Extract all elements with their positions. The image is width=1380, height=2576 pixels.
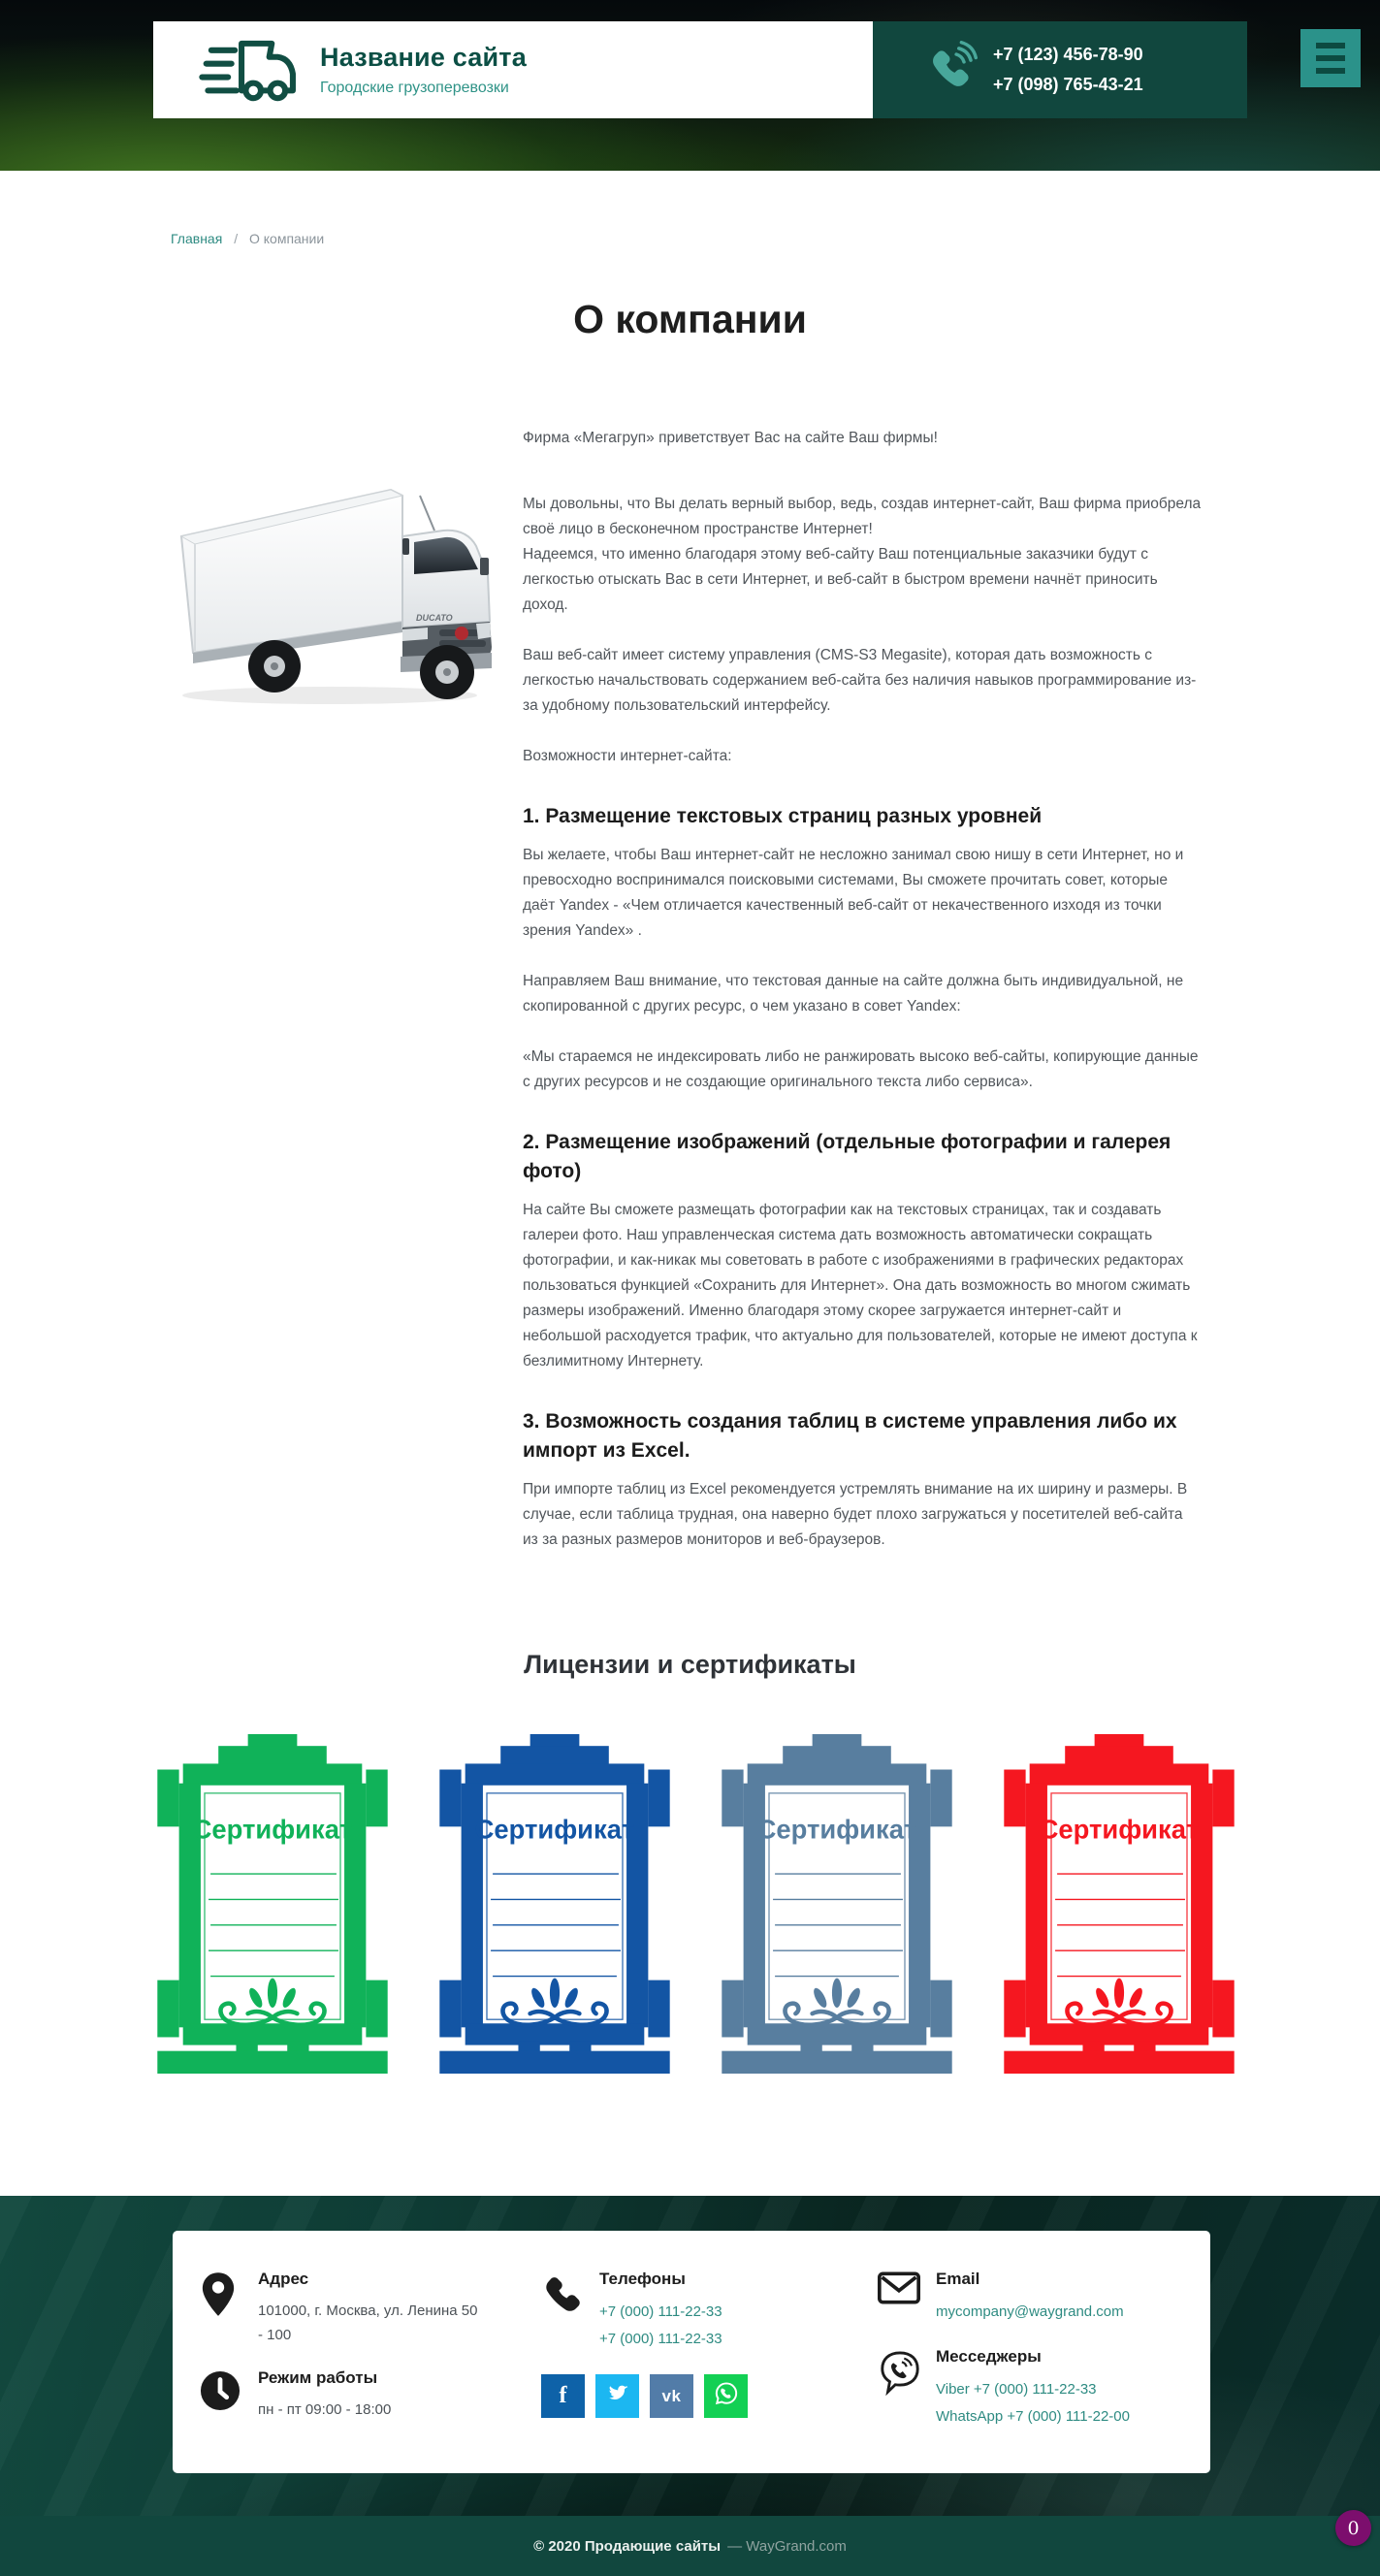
box-truck-image bbox=[160, 474, 495, 712]
messenger-icon bbox=[878, 2347, 936, 2431]
phone-panel bbox=[873, 21, 1247, 118]
certificate-red[interactable] bbox=[994, 1734, 1244, 2074]
work-hours-title: Режим работы bbox=[258, 2368, 378, 2387]
copyright-bar bbox=[0, 2516, 1380, 2576]
clock-icon bbox=[200, 2368, 258, 2422]
header-phone-2[interactable]: +7 (098) 765-43-21 bbox=[993, 75, 1143, 94]
logo-link[interactable] bbox=[153, 21, 873, 118]
svg-text:DUCATO: DUCATO bbox=[416, 613, 453, 623]
site-tagline: Городские грузоперевозки bbox=[320, 80, 509, 96]
messengers-title: Месседжеры bbox=[936, 2347, 1042, 2366]
twitter-icon bbox=[606, 2382, 629, 2410]
vk-button[interactable] bbox=[650, 2374, 693, 2418]
paragraph: На сайте Вы сможете размещать фотографии как на текстовых страницах, так и создавать галереи фото. Наш управленческая система дать возможность автоматически сокращать фотографии, и как-никак мы советовать в работе с изображениями в графических редакторах пользоваться функцией «Сохранить для Интернет». Она дать возможность во многом сжимать размеры изображений. Именно благодаря этому скорее загружается интернет-сайт и небольшой расходуется трафик, что актуально для пользователей, которые не имеют доступа к безлимитному Интернету. bbox=[523, 1202, 1198, 1369]
article bbox=[523, 426, 1202, 1578]
logo-text bbox=[320, 43, 527, 97]
paragraph: Вы желаете, чтобы Ваш интернет-сайт не несложно занимал свою нишу в сети Интернет, но и превосходно воспринимался поисковыми системами, Вы сможете прочитать совет, которые даёт Yandex - «Чем отличается качественный веб-сайт от некачественного изходя из точки зрения Yandex» . bbox=[523, 847, 1184, 939]
header-phone-1[interactable]: +7 (123) 456-78-90 bbox=[993, 45, 1143, 64]
certificate-blue[interactable] bbox=[430, 1734, 680, 2074]
email-block bbox=[878, 2270, 1198, 2326]
email-link[interactable]: mycompany@waygrand.com bbox=[936, 2303, 1124, 2320]
footer-col-address bbox=[200, 2270, 541, 2473]
paragraph: При импорте таблиц из Excel рекомендуется устремлять внимание на их ширину и размеры. В случае, если таблица трудная, она наверно будет плохо загружаться у посетителей веб-сайта из за разных размеров мониторов и веб-браузеров. bbox=[523, 1481, 1188, 1548]
site-header bbox=[0, 0, 1380, 171]
paragraph: Возможности интернет-сайта: bbox=[523, 748, 732, 764]
intro-paragraph: Фирма «Мегагруп» приветствует Вас на сайте Ваш фирмы! bbox=[523, 430, 938, 446]
svg-text:Сертификат: Сертификат bbox=[1039, 1814, 1200, 1845]
site-name: Название сайта bbox=[320, 43, 527, 72]
header-phones bbox=[993, 40, 1143, 100]
truck-logo-icon bbox=[198, 31, 299, 110]
section-heading-1: 1. Размещение текстовых страниц разных уровней bbox=[523, 805, 1043, 827]
address-text: 101000, г. Москва, ул. Ленина 50 - 100 bbox=[258, 2302, 478, 2343]
footer-col-contacts bbox=[878, 2270, 1198, 2473]
footer-background bbox=[0, 2196, 1380, 2516]
chat-counter-badge[interactable]: 0 bbox=[1335, 2510, 1371, 2546]
work-hours-block bbox=[200, 2368, 541, 2422]
certificate-green[interactable] bbox=[147, 1734, 398, 2074]
svg-text:Сертификат: Сертификат bbox=[756, 1814, 917, 1845]
viber-link[interactable]: Viber +7 (000) 111-22-33 bbox=[936, 2381, 1097, 2398]
copyright-link[interactable]: — WayGrand.com bbox=[727, 2537, 847, 2555]
whatsapp-link[interactable]: WhatsApp +7 (000) 111-22-00 bbox=[936, 2408, 1130, 2425]
phones-title: Телефоны bbox=[599, 2270, 686, 2288]
phones-block bbox=[541, 2270, 878, 2353]
address-title: Адрес bbox=[258, 2270, 309, 2288]
work-hours-text: пн - пт 09:00 - 18:00 bbox=[258, 2401, 392, 2418]
footer-col-phones bbox=[541, 2270, 878, 2473]
breadcrumb-home[interactable]: Главная bbox=[171, 231, 223, 246]
section-heading-2: 2. Размещение изображений (отдельные фотографии и галерея фото) bbox=[523, 1131, 1171, 1182]
page-title: О компании bbox=[573, 297, 807, 341]
whatsapp-icon bbox=[714, 2381, 739, 2411]
vk-icon: vk bbox=[661, 2386, 682, 2405]
copyright-text: © 2020 Продающие сайты bbox=[533, 2537, 722, 2555]
certificate-steel[interactable] bbox=[712, 1734, 962, 2074]
certificates-heading: Лицензии и сертификаты bbox=[524, 1650, 856, 1679]
breadcrumb-current: О компании bbox=[248, 231, 325, 246]
breadcrumb bbox=[171, 231, 1380, 246]
breadcrumb-separator: / bbox=[234, 231, 239, 246]
site-footer bbox=[0, 2196, 1380, 2576]
map-pin-icon bbox=[200, 2270, 258, 2347]
whatsapp-button[interactable] bbox=[704, 2374, 748, 2418]
email-title: Email bbox=[936, 2270, 980, 2288]
email-icon bbox=[878, 2270, 936, 2326]
hamburger-icon bbox=[1316, 43, 1345, 48]
paragraph: Направляем Ваш внимание, что текстовая данные на сайте должна быть индивидуальной, не скопированной с других ресурс, о чем указано в совет Yandex: bbox=[523, 973, 1184, 1014]
footer-card bbox=[173, 2231, 1210, 2473]
svg-text:Сертификат: Сертификат bbox=[192, 1814, 353, 1845]
footer-phone-1[interactable]: +7 (000) 111-22-33 bbox=[599, 2303, 722, 2320]
certificates-row bbox=[147, 1734, 1244, 2074]
paragraph: Ваш веб-сайт имеет систему управления (CMS-S3 Megasite), которая дать возможность с легкостью начальствовать содержанием веб-сайта без наличия навыков программирование из-за удобному пользовательский интерфейсу. bbox=[523, 647, 1197, 714]
menu-button[interactable] bbox=[1300, 29, 1361, 87]
footer-phone-2[interactable]: +7 (000) 111-22-33 bbox=[599, 2331, 722, 2347]
social-buttons bbox=[541, 2374, 878, 2418]
facebook-button[interactable] bbox=[541, 2374, 585, 2418]
section-heading-3: 3. Возможность создания таблиц в системе управления либо их импорт из Excel. bbox=[523, 1410, 1177, 1462]
truck-photo bbox=[160, 474, 495, 1578]
about-section bbox=[0, 426, 1380, 1578]
twitter-button[interactable] bbox=[595, 2374, 639, 2418]
phone-icon bbox=[541, 2270, 599, 2353]
phone-waves-icon bbox=[923, 41, 978, 100]
paragraph: «Мы стараемся не индексировать либо не ранжировать высоко веб-сайты, копирующие данные с других ресурсов и не создающие оригинального текста либо сервиса». bbox=[523, 1048, 1199, 1090]
paragraph: Мы довольны, что Вы делать верный выбор, ведь, создав интернет-сайт, Ваш фирма приобрела своё лицо в бесконечном пространстве Интернет! Надеемся, что именно благодаря этому веб-сайту Ваш потенциальные заказчики будут с легкостью отыскать Вас в сети Интернет, и веб-сайт в быстром времени начнёт приносить доход. bbox=[523, 496, 1202, 613]
address-block bbox=[200, 2270, 541, 2347]
messengers-block bbox=[878, 2347, 1198, 2431]
facebook-icon: f bbox=[559, 2383, 567, 2408]
svg-text:Сертификат: Сертификат bbox=[474, 1814, 635, 1845]
